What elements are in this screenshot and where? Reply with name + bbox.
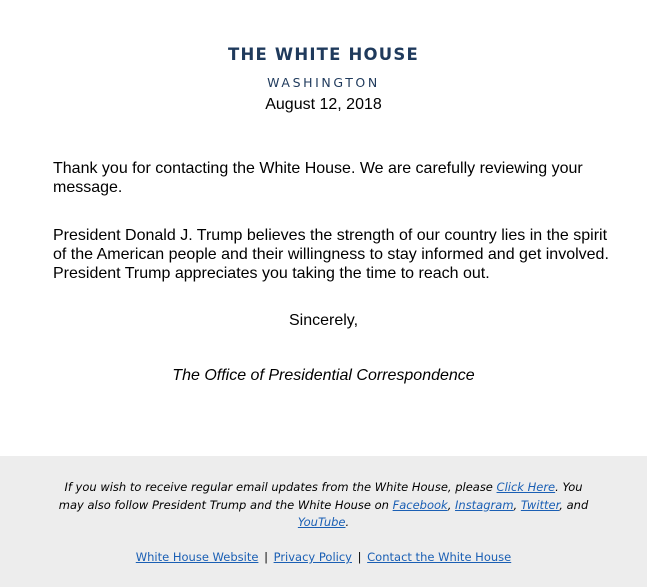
body-paragraph-2: President Donald J. Trump believes the strength of our country lies in the spirit of the American people and their willingness to stay informed and get involved. President Trump appreciates you taking the time to reach out. <box>53 227 609 282</box>
instagram-link[interactable]: Instagram <box>455 497 514 512</box>
closing: Sincerely, <box>288 312 359 329</box>
footer-period: . <box>345 515 350 529</box>
privacy-policy-link[interactable]: Privacy Policy <box>273 550 352 564</box>
footer-and-text: , and <box>559 497 589 512</box>
footer <box>0 456 647 587</box>
youtube-link[interactable]: YouTube <box>297 515 346 529</box>
signature: The Office of Presidential Correspondence <box>172 367 475 384</box>
contact-white-house-link[interactable]: Contact the White House <box>367 550 512 564</box>
link-separator: | <box>264 550 268 564</box>
click-here-link[interactable]: Click Here <box>496 480 556 494</box>
footer-note-text-2: . You may also follow President Trump and the White House on <box>58 480 583 512</box>
facebook-link[interactable]: Facebook <box>392 497 448 512</box>
letterhead-title: THE WHITE HOUSE <box>228 45 419 64</box>
footer-note-text-1: If you wish to receive regular email updates from the White House, please <box>64 480 497 494</box>
footer-comma-2: , <box>513 497 521 512</box>
footer-links <box>0 550 647 564</box>
body-paragraph-1: Thank you for contacting the White House. We are carefully reviewing your message. <box>53 160 583 196</box>
letterhead-subtitle: WASHINGTON <box>267 75 380 90</box>
white-house-website-link[interactable]: White House Website <box>135 550 259 564</box>
footer-comma-1: , <box>447 497 456 512</box>
footer-note <box>55 479 592 532</box>
link-separator: | <box>357 550 362 564</box>
letter-date: August 12, 2018 <box>265 96 382 113</box>
twitter-link[interactable]: Twitter <box>520 497 560 512</box>
